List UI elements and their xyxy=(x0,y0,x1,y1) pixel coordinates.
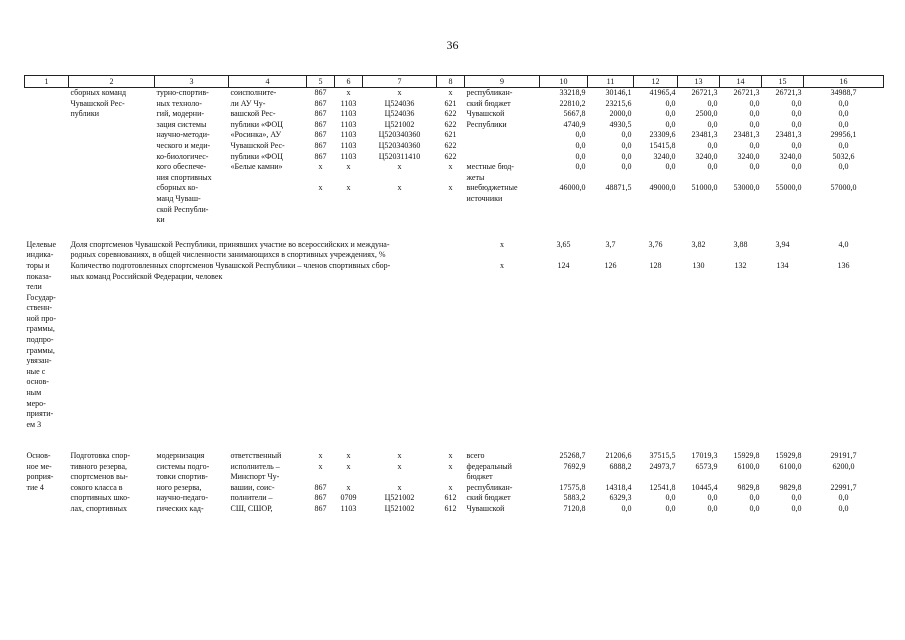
header-cell: 11 xyxy=(588,76,634,88)
header-cell: 13 xyxy=(678,76,720,88)
cell-col4: соисполните- ли АУ Чу- вашской Рес- публики «ФОЦ «Росинка», АУ Чувашской Рес- публики «ФОЦ «Белые камни» xyxy=(230,88,285,172)
cell-col14: 26721,3 0,0 0,0 0,0 23481,3 0,0 3240,0 0,0 53000,0 xyxy=(733,88,760,193)
cell-col11: 30146,1 23215,6 2000,0 4930,5 0,0 0,0 0,0 0,0 48871,5 xyxy=(605,88,632,193)
header-cell: 2 xyxy=(69,76,155,88)
indicator-1-text: Доля спортсменов Чувашской Республики, принявших участие во всероссийских и междуна- родных соревнованиях, в общей численности занимающихся в спортивных учреждениях, % xyxy=(70,239,390,260)
cell-col1 xyxy=(25,88,69,226)
budget-table xyxy=(24,75,884,514)
cell-col7: х Ц524036 Ц524036 Ц521002 Ц520340360 Ц520340360 Ц520311410 х х xyxy=(378,88,421,193)
header-cell: 12 xyxy=(634,76,678,88)
cell-col1: Основ- ное ме- роприя- тие 4 xyxy=(26,450,54,492)
cell-col4: ответственный исполнитель – Минспорт Чу- вашии, соис- полнители – СШ, СШОР, xyxy=(230,450,282,513)
cell-col15: 26721,3 0,0 0,0 0,0 23481,3 0,0 3240,0 0,0 55000,0 xyxy=(775,88,802,193)
cell-col9: республикан- ский бюджет Чувашской Республики местные бюд- жеты внебюджетные источники xyxy=(466,88,518,203)
cell-col3: турно-спортив- ных техноло- гий, модерни- зация системы научно-методи- ческого и меди- ко-биологичес- кого обеспече- ния спортивных сборных ко- манд Чуваш- ской Республи- ки xyxy=(156,88,212,225)
header-row xyxy=(25,76,884,88)
cell-col8: х 621 622 622 621 622 622 х х xyxy=(444,88,457,193)
indicator-row-1 xyxy=(25,240,884,261)
cell-col3: модернизация системы подго- товки спортив- ного резерва, научно-педаго- гических кад- xyxy=(156,450,210,513)
indicator-2-value: 134 xyxy=(776,260,789,270)
cell-col16: 34988,7 0,0 0,0 0,0 29956,1 0,0 5032,6 0,0 57000,0 xyxy=(830,88,857,193)
indicator-2-value: 132 xyxy=(734,260,747,270)
cell-col9: всего федеральный бюджет республикан- ский бюджет Чувашской xyxy=(466,450,513,513)
indicator-2-text: Количество подготовленных спортсменов Чувашской Республики – членов спортивных сбор- ных команд Российской Федерации, человек xyxy=(70,260,391,281)
cell-col2: сборных команд Чувашской Рес- публики xyxy=(70,88,127,119)
indicator-1-value: 3,82 xyxy=(691,239,706,249)
cell-col7: х х х Ц521002 Ц521002 xyxy=(384,450,415,513)
spacer-row xyxy=(25,441,884,451)
cell-col6: х 1103 1103 1103 1103 1103 1103 х х xyxy=(340,88,357,193)
indicator-2-value: 126 xyxy=(604,260,617,270)
indicator-2-col9: х xyxy=(500,260,504,270)
indicator-1-value: 3,65 xyxy=(556,239,571,249)
cell-col12: 41965,4 0,0 0,0 0,0 23309,6 15415,8 3240,0 0,0 49000,0 xyxy=(649,88,676,193)
page-number: 36 xyxy=(446,38,459,52)
header-cell: 4 xyxy=(229,76,307,88)
indicators-label: Целевые индика- торы и показа- тели Государ- ственн- ной про- граммы, подпро- граммы, увязан- ные с основ- ным меро- прияти- ем 3 xyxy=(26,239,57,429)
cell-col10: 25268,7 7692,9 17575,8 5883,2 7120,8 xyxy=(559,450,586,513)
cell-col10: 33218,9 22810,2 5667,8 4740,9 0,0 0,0 0,0 0,0 46000,0 xyxy=(559,88,586,193)
indicator-1-value: 3,94 xyxy=(775,239,790,249)
indicator-2-value: 128 xyxy=(649,260,662,270)
indicator-1-value: 3,7 xyxy=(605,239,616,249)
header-cell: 14 xyxy=(720,76,762,88)
cell-col13: 17019,3 6573,9 10445,4 0,0 0,0 xyxy=(691,450,718,513)
table-row-block1 xyxy=(25,88,884,226)
cell-col12: 37515,5 24973,7 12541,8 0,0 0,0 xyxy=(649,450,676,513)
header-cell: 1 xyxy=(25,76,69,88)
header-cell: 9 xyxy=(465,76,540,88)
header-cell: 16 xyxy=(804,76,884,88)
indicator-2-value: 124 xyxy=(557,260,570,270)
indicator-1-value: 4,0 xyxy=(838,239,849,249)
cell-col16: 29191,7 6200,0 22991,7 0,0 0,0 xyxy=(830,450,857,513)
spacer-row xyxy=(25,226,884,240)
indicator-1-value: 3,76 xyxy=(648,239,663,249)
indicator-1-value: 3,88 xyxy=(733,239,748,249)
indicator-1-col9: х xyxy=(500,239,504,249)
cell-col2: Подготовка спор- тивного резерва, спортсменов вы- сокого класса в спортивных шко- лах, спортивных xyxy=(70,450,131,513)
cell-col15: 15929,8 6100,0 9829,8 0,0 0,0 xyxy=(775,450,802,513)
table-row-block3 xyxy=(25,451,884,515)
indicator-row-2 xyxy=(25,261,884,441)
cell-col8: х х х 612 612 xyxy=(444,450,457,513)
cell-col6: х х х 0709 1103 xyxy=(340,450,357,513)
header-cell: 7 xyxy=(363,76,437,88)
cell-col14: 15929,8 6100,0 9829,8 0,0 0,0 xyxy=(733,450,760,513)
header-cell: 15 xyxy=(762,76,804,88)
header-cell: 3 xyxy=(155,76,229,88)
header-cell: 10 xyxy=(540,76,588,88)
indicator-2-value: 136 xyxy=(837,260,850,270)
header-cell: 6 xyxy=(335,76,363,88)
cell-col11: 21206,6 6888,2 14318,4 6329,3 0,0 xyxy=(605,450,632,513)
header-cell: 8 xyxy=(437,76,465,88)
header-cell: 5 xyxy=(307,76,335,88)
cell-col5: х х 867 867 867 xyxy=(314,450,327,513)
indicator-2-value: 130 xyxy=(692,260,705,270)
cell-col5: 867 867 867 867 867 867 867 х х xyxy=(314,88,327,193)
cell-col13: 26721,3 0,0 2500,0 0,0 23481,3 0,0 3240,0 0,0 51000,0 xyxy=(691,88,718,193)
